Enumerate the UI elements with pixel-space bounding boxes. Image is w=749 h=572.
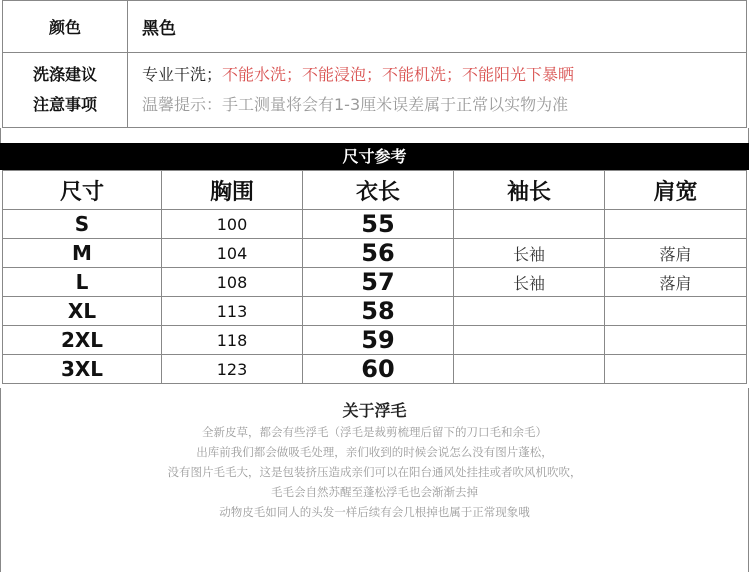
about-line: 毛毛会自然苏醒至蓬松浮毛也会渐渐去掉 (271, 485, 478, 499)
about-title: 关于浮毛 (342, 401, 407, 420)
spacer-band (0, 128, 749, 143)
shoulder-cell (605, 210, 747, 239)
header-size: 尺寸 (3, 171, 162, 210)
care-label: 洗涤建议 (32, 65, 97, 84)
size-cell: M (3, 239, 162, 268)
size-row (3, 355, 747, 384)
sleeve-cell (454, 210, 605, 239)
chest-cell: 113 (162, 297, 303, 326)
length-cell: 57 (303, 268, 454, 297)
chest-cell: 108 (162, 268, 303, 297)
size-header-row (3, 171, 747, 210)
chest-cell: 100 (162, 210, 303, 239)
about-line: 没有图片毛毛大，这是包装挤压造成亲们可以在阳台通风处挂挂或者吹风机吹吹， (167, 465, 582, 479)
sleeve-cell (454, 326, 605, 355)
note-label: 注意事项 (32, 95, 97, 114)
sleeve-cell: 长袖 (454, 268, 605, 297)
header-length: 衣长 (303, 171, 454, 210)
about-fur-section (0, 388, 749, 572)
about-line: 出库前我们都会做吸毛处理，亲们收到的时候会说怎么没有图片蓬松， (196, 445, 553, 459)
length-cell: 56 (303, 239, 454, 268)
size-cell: L (3, 268, 162, 297)
sleeve-cell: 长袖 (454, 239, 605, 268)
shoulder-cell (605, 355, 747, 384)
size-row (3, 268, 747, 297)
shoulder-cell: 落肩 (605, 268, 747, 297)
length-cell: 58 (303, 297, 454, 326)
shoulder-cell: 落肩 (605, 239, 747, 268)
color-label: 颜色 (3, 1, 128, 53)
care-value-cell (128, 53, 747, 128)
chest-cell: 104 (162, 239, 303, 268)
size-row (3, 326, 747, 355)
chest-cell: 123 (162, 355, 303, 384)
chest-cell: 118 (162, 326, 303, 355)
shoulder-cell (605, 326, 747, 355)
size-chart-table (2, 170, 747, 384)
sleeve-cell (454, 297, 605, 326)
product-info-table (2, 0, 747, 128)
color-row (3, 1, 747, 53)
length-cell: 59 (303, 326, 454, 355)
size-cell: 2XL (3, 326, 162, 355)
sleeve-cell (454, 355, 605, 384)
care-label-cell (3, 53, 128, 128)
length-cell: 60 (303, 355, 454, 384)
color-value: 黑色 (142, 19, 176, 39)
care-warnings: 不能水洗；不能浸泡；不能机洗；不能阳光下暴晒 (222, 65, 575, 84)
size-cell: S (3, 210, 162, 239)
measurement-tip: 温馨提示：手工测量将会有1-3厘米误差属于正常以实物为准 (142, 95, 569, 114)
about-line: 动物皮毛如同人的头发一样后续有会几根掉也属于正常现象哦 (219, 505, 530, 519)
header-sleeve: 袖长 (454, 171, 605, 210)
length-cell: 55 (303, 210, 454, 239)
size-row (3, 239, 747, 268)
size-row (3, 297, 747, 326)
about-line: 全新皮草，都会有些浮毛（浮毛是裁剪梳理后留下的刀口毛和余毛） (202, 425, 547, 439)
size-row (3, 210, 747, 239)
header-chest: 胸围 (162, 171, 303, 210)
size-cell: 3XL (3, 355, 162, 384)
color-value-cell (128, 1, 747, 53)
care-row (3, 53, 747, 128)
size-chart-title: 尺寸参考 (0, 143, 749, 170)
shoulder-cell (605, 297, 747, 326)
header-shoulder: 肩宽 (605, 171, 747, 210)
care-instructions (142, 60, 746, 90)
size-cell: XL (3, 297, 162, 326)
care-prefix: 专业干洗； (142, 65, 223, 84)
